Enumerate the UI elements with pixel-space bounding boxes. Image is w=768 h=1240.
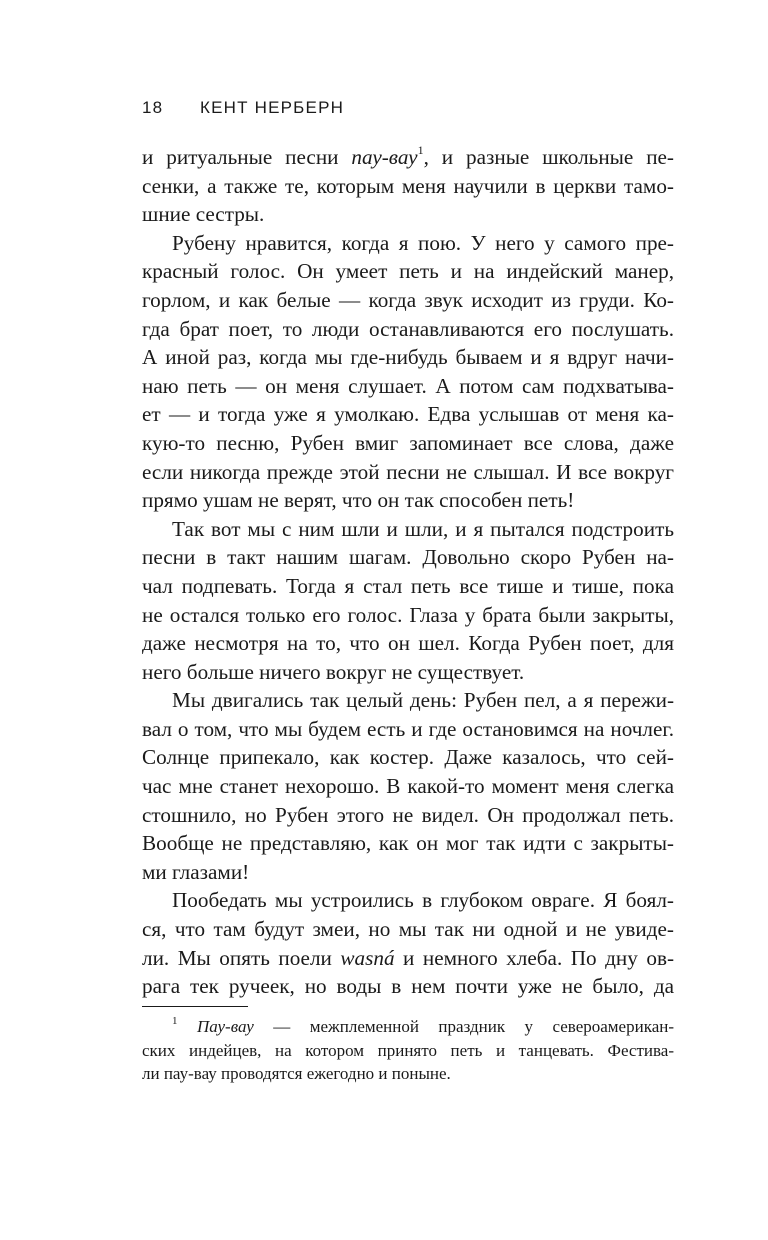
footnote-marker: 1 xyxy=(417,142,424,157)
text-line: если никогда прежде этой песни не слышал. И все вокруг xyxy=(142,459,674,484)
footnote-marker: 1 xyxy=(172,1015,178,1028)
italic-term: wasná xyxy=(340,945,395,970)
text-line: ми глазами! xyxy=(142,859,250,884)
text-line: Мы двигались так целый день: Рубен пел, а я пережи- xyxy=(172,688,674,713)
text-line: красный голос. Он умеет петь и на индейский манер, xyxy=(142,259,674,284)
paragraph xyxy=(142,886,674,1000)
main-text xyxy=(142,143,674,1001)
text-line: кую-то песню, Рубен вмиг запоминает все слова, даже xyxy=(142,430,674,455)
text-line: Вообще не представляю, как он мог так идти с закрыты- xyxy=(142,831,674,856)
text-line: чал подпевать. Тогда я стал петь все тише и тише, пока xyxy=(142,573,674,598)
text-line: вал о том, что мы будем есть и где остановимся на ночлег. xyxy=(142,716,674,741)
paragraph xyxy=(142,515,674,687)
text-line: час мне станет нехорошо. В какой-то момент меня слегка xyxy=(142,774,674,799)
text-line: ся, что там будут змеи, но мы так ни одной и не увиде- xyxy=(142,917,674,942)
italic-term: пау-вау xyxy=(351,145,418,169)
text-line: песни в такт нашим шагам. Довольно скоро Рубен на- xyxy=(142,545,674,570)
text-line: прямо ушам не верят, что он так способен петь! xyxy=(142,488,575,513)
text-line: наю петь — он меня слушает. А потом сам подхватыва- xyxy=(142,373,674,398)
text-line: ет — и тогда уже я умолкаю. Едва услышав от меня ка- xyxy=(142,402,674,427)
text-line: А иной раз, когда мы где-нибудь бываем и я вдруг начи- xyxy=(142,345,674,370)
paragraph xyxy=(142,143,674,229)
running-header xyxy=(142,98,344,118)
footnote xyxy=(142,1015,674,1086)
footnote-line: ских индейцев, на котором принято петь и танцевать. Фестива- xyxy=(142,1040,674,1060)
footnote-line: ли пау-вау проводятся ежегодно и поныне. xyxy=(142,1064,451,1083)
text-line: шние сестры. xyxy=(142,202,265,227)
paragraph xyxy=(142,229,674,515)
text-line: стошнило, но Рубен этого не видел. Он продолжал петь. xyxy=(142,802,674,827)
text-line: горлом, и как белые — когда звук исходит из груди. Ко- xyxy=(142,287,674,312)
text-line: гда брат поет, то люди останавливаются его послушать. xyxy=(142,316,674,341)
text-line: Рубену нравится, когда я пою. У него у самого пре- xyxy=(172,230,674,255)
text-line: Пообедать мы устроились в глубоком овраге. Я боял- xyxy=(172,888,674,913)
text-line: Солнце припекало, как костер. Даже казалось, что сей- xyxy=(142,745,674,770)
text-line: даже несмотря на то, что он шел. Когда Рубен поет, для xyxy=(142,631,674,656)
text-line: не остался только его голос. Глаза у брата были закрыты, xyxy=(142,602,674,627)
footnote-divider xyxy=(142,1006,248,1007)
page-number: 18 xyxy=(142,98,164,117)
paragraph xyxy=(142,686,674,886)
text-line: сенки, а также те, которым меня научили в церкви тамо- xyxy=(142,173,674,198)
text-line: рага тек ручеек, но воды в нем почти уже не было, да xyxy=(142,974,674,999)
author-name: КЕНТ НЕРБЕРН xyxy=(200,98,345,117)
text-line: ли. Мы опять поели wasná и немного хлеба. По дну ов- xyxy=(142,945,674,970)
text-line: него больше ничего вокруг не существует. xyxy=(142,659,525,684)
footnote-line: $^1$ Пау-вау — межплеменной праздник у североамерикан- xyxy=(172,1015,674,1036)
italic-term: Пау-вау xyxy=(196,1017,254,1036)
text-line: и ритуальные песни пау-вау$^1$, и разные школьные пе- xyxy=(142,142,674,169)
text-line: Так вот мы с ним шли и шли, и я пытался подстроить xyxy=(172,516,674,541)
